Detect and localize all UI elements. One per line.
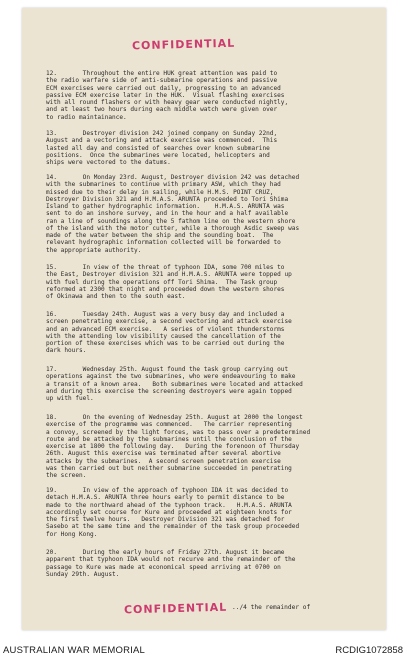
paragraph-19: 19. In view of the approach of typhoon IDA it was decided to detach H.M.A.S. ARUNTA three hours early to permit distance to be made to the northward ahead of the typhoon track. H.M.A.S. ARUNTA accordingly set course for Kure and proceeded at eighteen knots for the first twelve hours. Destroyer Division 321 was detached for Sasebo at the same time and the remainder of the task group proceeded for Hong Kong.	[46, 487, 300, 538]
paragraph-14: 14. On Monday 23rd. August, Destroyer division 242 was detached with the submarines to continue with primary ASW, which they had missed due to their delay in sailing, while H.M.S. POINT CRUZ, Destroyer Division 321 and H.M.A.S. ARUNTA proceeded to Tori Shima Island to gather hydrographic information. H.M.A.S. ARUNTA was sent to do an inshore survey, and in the hour and a half available ran a line of soundings along the 5 fathom line on the western shore of the island with the motor cutter, while a thorough Asdic sweep was made of the water between the ship and the sounding boat. The relevant hydrographic information collected will be forwarded to the appropriate authority.	[46, 174, 300, 254]
paragraph-17: 17. Wednesday 25th. August found the task group carrying out operations against the two submarines, who were endeavouring to make a transit of a known area. Both submarines were located and attacked and during this exercise the screening destroyers were again topped up with fuel.	[46, 366, 303, 402]
confidential-stamp-bottom: CONFIDENTIAL	[123, 600, 228, 617]
confidential-stamp-top: CONFIDENTIAL	[131, 36, 236, 53]
archive-reference: RCDIG1072858	[335, 645, 403, 656]
paragraph-13: 13. Destroyer division 242 joined company on Sunday 22nd, August and a vectoring and attack exercise was commenced. This lasted all day and consisted of searches over known submarine positions. Once the submarines were located, helicopters and ships were vectored to the datums.	[46, 130, 278, 166]
paragraph-12: 12. Throughout the entire HUK great attention was paid to the radio warfare side of anti-submarine operations and passive ECM exercises were carried out daily, progressing to an advanced passive ECM exercise later in the HUK. Visual flashing exercises with all round flashers or with heavy gear were conducted nightly, and at least two hours during each middle watch were given over to radio maintainance.	[46, 70, 289, 121]
paragraph-20: 20. During the early hours of Friday 27th. August it became apparent that typhoon IDA would not recurve and the remainder of the passage to Kure was made at economical speed arriving at 0700 on Sunday 29th. August.	[46, 549, 296, 578]
paragraph-18: 18. On the evening of Wednesday 25th. August at 2000 the longest exercise of the programme was commenced. The carrier representing a convoy, screened by the light forces, was to pass over a predetermined route and be attacked by the submarines until the conclusion of the exercise at 1800 the following day. During the forenoon of Thursday 26th. August this exercise was terminated after several abortive attacks by the submarines. A second screen penetration exercise was then carried out but neither submarine succeeded in penetrating the screen.	[46, 414, 311, 479]
archive-name: AUSTRALIAN WAR MEMORIAL	[3, 645, 146, 656]
continuation-note: ../4 the remainder of	[232, 604, 311, 611]
paragraph-15: 15. In view of the threat of typhoon IDA, some 700 miles to the East, Destroyer division 321 and H.M.A.S. ARUNTA were topped up with fuel during the operations off Tori Shima. The Task group reformed at 2300 that night and proceeded down the western shores of Okinawa and then to the south east.	[46, 264, 292, 300]
paragraph-16: 16. Tuesday 24th. August was a very busy day and included a screen penetrating exercise, a second vectoring and attack exercise and an advanced ECM exercise. A series of violent thunderstorms with the attending low visibility caused the cancellation of the portion of these exercises which was to be carried out during the dark hours.	[46, 311, 292, 355]
